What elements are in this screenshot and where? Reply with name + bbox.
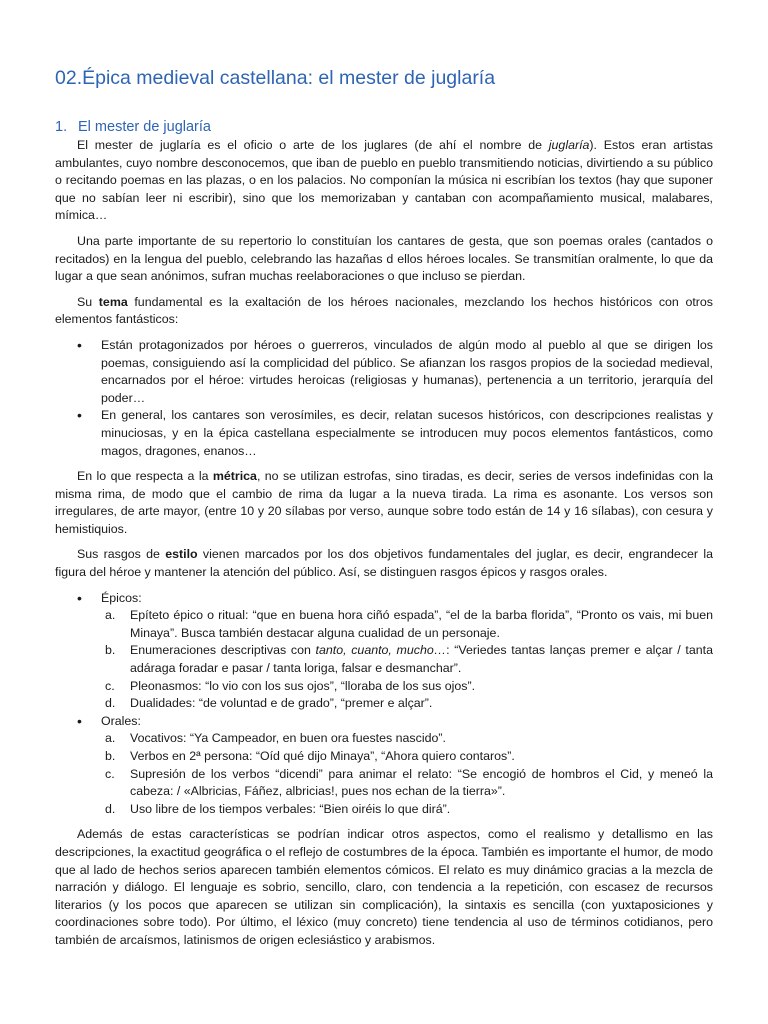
sublist-item — [101, 695, 713, 713]
bullet-label: Épicos: — [101, 590, 142, 605]
paragraph-estilo — [55, 546, 713, 581]
section-heading-text: El mester de juglaría — [78, 119, 211, 135]
list-marker: a. — [105, 731, 116, 746]
italic-term: juglaría — [548, 138, 590, 152]
sublist-item-text: Pleonasmos: “lo vio con los sus ojos”, “lloraba de los sus ojos”. — [130, 678, 476, 693]
sublist-item — [101, 730, 713, 748]
text-run: Sus rasgos de — [77, 547, 166, 562]
italic-term: tanto, cuanto, mucho… — [315, 643, 447, 658]
list-marker: a. — [105, 608, 116, 623]
sublist-item-text: Supresión de los verbos “dicendi” para animar el relato: “Se encogió de hombros el Cid, y meneó la cabeza: / «Albricias, Fáñez, albricias!, pues nos echan de la tierra»”. — [130, 766, 713, 799]
text-run: , no se utilizan estrofas, sino tiradas, es decir, series de versos indefinidas con la misma rima, de modo que el cambio de rima da lugar a la nueva tirada. La rima es asonante. Los versos son irregulares, de arte mayor, (entre 10 y 20 sílabas por verso, aunque sobre todo están de 14 y 16 sílabas), con cesura y hemistiquios. — [55, 469, 714, 536]
paragraph-mester — [55, 137, 713, 225]
bold-term: estilo — [165, 547, 198, 562]
text-run: Su — [77, 294, 99, 309]
bullet-label: Orales: — [101, 713, 141, 728]
sublist-item — [101, 766, 713, 801]
section-heading — [55, 118, 713, 137]
tema-bullet-list — [55, 337, 713, 460]
bullet-item-epicos — [55, 590, 713, 713]
list-marker: b. — [105, 749, 116, 763]
text-run: En lo que respecta a la — [77, 469, 213, 484]
sublist-item-text: Verbos en 2ª persona: “Oíd qué dijo Minaya”, “Ahora quiero contaros”. — [130, 749, 515, 763]
text-run: vienen marcados por los dos objetivos fundamentales del juglar, es decir, engrandecer la figura del héroe y mantener la atención del público. Así, se distinguen rasgos épicos y rasgos orales. — [55, 547, 713, 580]
bullet-item-orales — [55, 713, 713, 819]
text-run: : “Veriedes tantas lanças premer e alçar / tanta adáraga foradar e pasar / tanta loriga, falsar e desmanchar”. — [130, 643, 713, 676]
text-run: fundamental es la exaltación de los héroes nacionales, mezclando los hechos históricos con otros elementos fantásticos: — [55, 294, 713, 327]
sublist-item — [101, 801, 713, 819]
list-marker: d. — [105, 696, 116, 711]
list-marker: b. — [105, 643, 116, 658]
text-run: ). Estos eran artistas ambulantes, cuyo nombre desconocemos, que iban de pueblo en pueblo transmitiendo noticias, divirtiendo a su público o recitando poemas en las plazas, o en los palacios. No componían la música ni escribían los textos (hay que suponer que no sabían leer ni escribir), sino que los memorizaban y cantaban con acompañamiento musical, malabares, mímica… — [55, 138, 714, 223]
bold-term: tema — [98, 294, 128, 309]
paragraph-otros-aspectos: Además de estas características se podrían indicar otros aspectos, como el realismo y detallismo en las descripciones, la exactitud geográfica o el reflejo de costumbres de la época. También es importante el humor, de modo que al lado de hechos serios aparecen también elementos cómicos. El relato es muy dinámico gracias a la mezcla de narración y diálogo. El lenguaje es sobrio, sencillo, claro, con tendencia a la repetición, con escasez de recursos literarios (y los pocos que aparecen se utilizan sin complicación), la sintaxis es sencilla (con yuxtaposiciones y coordinaciones sobre todo). Por último, el léxico (muy concreto) tiene tendencia al uso de términos cotidianos, pero también de arcaísmos, latinismos de origen eclesiástico y arabismos. — [55, 827, 713, 947]
text-run: El mester de juglaría es el oficio o arte de los juglares (de ahí el nombre de — [77, 138, 549, 152]
sublist-item — [101, 678, 713, 696]
paragraph-repertorio: Una parte importante de su repertorio lo constituían los cantares de gesta, que son poemas orales (cantados o recitados) en la lengua del pueblo, celebrando las hazañas d ellos héroes locales. Se transmitían oralmente, lo que da lugar a que sean anónimos, sufran muchas reelaboraciones o que incluso se pierdan. — [55, 233, 713, 284]
sublist-item — [101, 642, 713, 677]
sublist-item-text: Dualidades: “de voluntad e de grado”, “premer e alçar”. — [130, 696, 433, 711]
epicos-sublist — [101, 607, 713, 713]
text-run: Enumeraciones descriptivas con — [130, 643, 316, 658]
estilo-bullet-list — [55, 590, 713, 819]
section-number: 1. — [55, 119, 68, 135]
sublist-item-text: Vocativos: “Ya Campeador, en buen ora fuestes nascido”. — [130, 731, 446, 746]
bold-term: métrica — [212, 469, 257, 484]
bullet-item: • En general, los cantares son verosímiles, es decir, relatan sucesos históricos, con descripciones realistas y minuciosas, y en la épica castellana especialmente se introducen muy pocos elementos fantásticos, como magos, dragones, enanos… — [55, 407, 713, 460]
paragraph-metrica — [55, 468, 713, 538]
list-marker: c. — [105, 678, 115, 693]
sublist-item-text: Epíteto épico o ritual: “que en buena hora ciñó espada”, “el de la barba florida”, “Pronto os vais, mi buen Minaya”. Busca también destacar alguna cualidad de un personaje. — [130, 608, 713, 640]
sublist-item — [101, 607, 713, 642]
document-title: 02.Épica medieval castellana: el mester de juglaría — [55, 67, 496, 89]
bullet-item: • Están protagonizados por héroes o guerreros, vinculados de algún modo al pueblo al que se dirigen los poemas, consiguiendo así la complicidad del público. Se afianzan los rasgos propios de la sociedad medieval, encarnados por el héroe: virtudes heroicas (religiosas y humanas), pertenencia a un territorio, jerarquía del poder… — [55, 337, 713, 407]
sublist-item — [101, 748, 713, 766]
paragraph-tema — [55, 294, 713, 329]
orales-sublist — [101, 730, 713, 818]
sublist-item-text: Uso libre de los tiempos verbales: “Bien oiréis lo que dirá”. — [130, 801, 451, 816]
list-marker: c. — [105, 766, 115, 781]
list-marker: d. — [105, 801, 116, 816]
